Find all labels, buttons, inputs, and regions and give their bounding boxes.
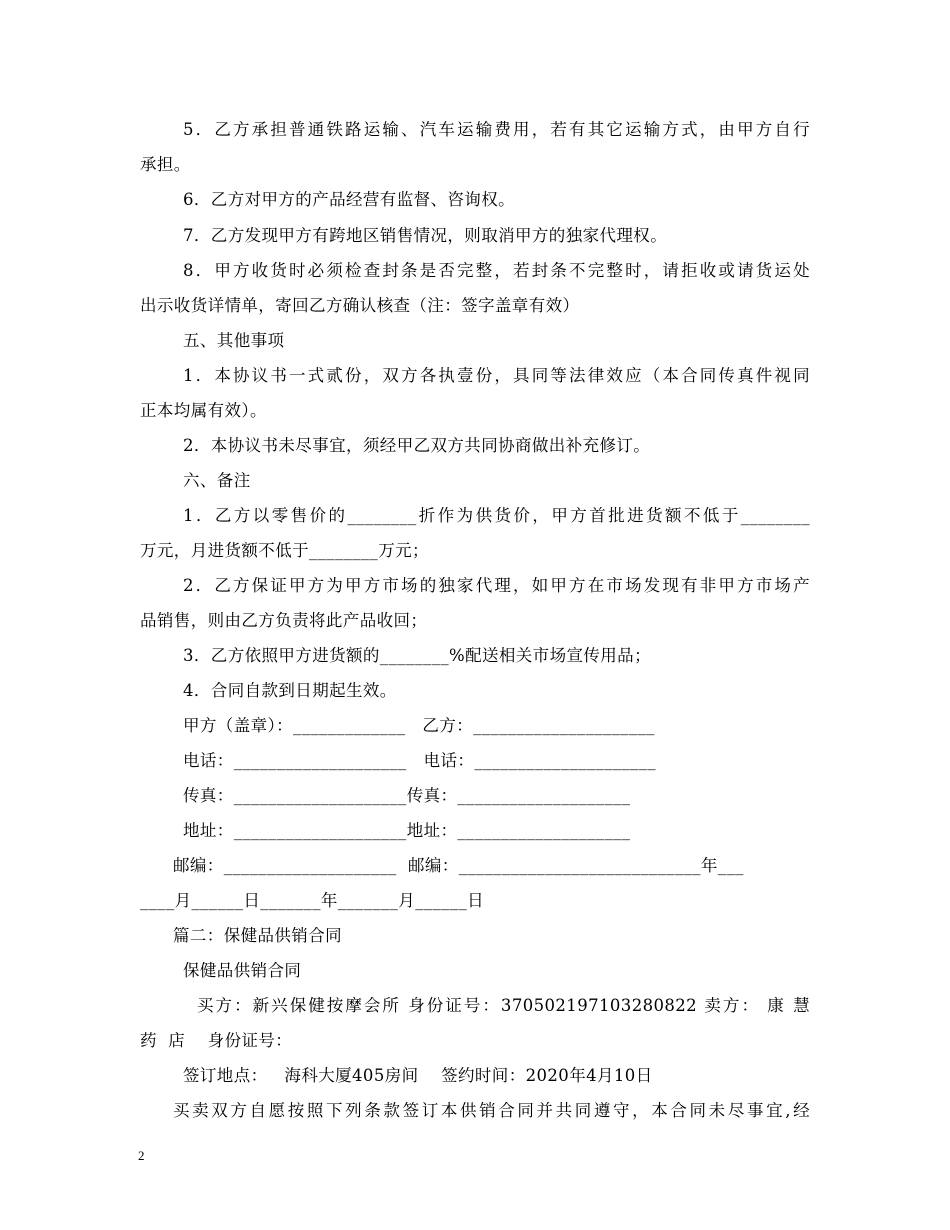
other-1-line-2: 正本均属有效）。 <box>140 401 267 420</box>
clause-8-line-1: 8．甲方收货时必须检查封条是否完整，若封条不完整时，请拒收或请货运处 <box>183 261 810 280</box>
signature-phone-row: 电话：____________________ 电话：_____________________ <box>183 751 656 770</box>
buyer-seller-line-2: 药 店 身份证号： <box>140 1031 293 1050</box>
page-number: 2 <box>138 1148 145 1163</box>
section-six-heading: 六、备注 <box>183 471 251 490</box>
signing-place-time: 签订地点： 海科大厦405房间 签约时间：2020年4月10日 <box>183 1066 653 1085</box>
clause-5-line-1: 5．乙方承担普通铁路运输、汽车运输费用，若有其它运输方式，由甲方自行 <box>183 120 810 139</box>
remark-2-line-1: 2．乙方保证甲方为甲方市场的独家代理，如甲方在市场发现有非甲方市场产 <box>183 576 810 595</box>
remark-1-line-2: 万元，月进货额不低于________万元； <box>140 541 429 560</box>
signature-fax-row: 传真：____________________传真：____________________ <box>183 786 631 805</box>
signature-address-row: 地址：____________________地址：____________________ <box>183 821 631 840</box>
signature-date-row: ____月______日_______年_______月______日 <box>140 891 484 910</box>
clause-7: 7．乙方发现甲方有跨地区销售情况，则取消甲方的独家代理权。 <box>183 226 668 245</box>
signature-party-row: 甲方（盖章）：_____________ 乙方：_____________________ <box>183 716 655 735</box>
contract-title: 保健品供销合同 <box>183 961 302 980</box>
remark-4: 4．合同自款到日期起生效。 <box>183 681 397 700</box>
section-five-heading: 五、其他事项 <box>183 331 285 350</box>
clause-5-line-2: 承担。 <box>140 155 191 174</box>
remark-2-line-2: 品销售，则由乙方负责将此产品收回； <box>140 611 428 630</box>
other-1-line-1: 1．本协议书一式贰份，双方各执壹份，具同等法律效应（本合同传真件视同 <box>183 366 810 385</box>
part-two-heading: 篇二：保健品供销合同 <box>173 926 342 945</box>
clause-8-line-2: 出示收货详情单，寄回乙方确认核查（注：签字盖章有效） <box>140 296 580 315</box>
remark-1-line-1: 1．乙方以零售价的________折作为供货价，甲方首批进货额不低于________ <box>183 506 810 525</box>
remark-3: 3．乙方依照甲方进货额的________%配送相关市场宣传用品； <box>183 646 651 665</box>
agreement-intro: 买卖双方自愿按照下列条款签订本供销合同并共同遵守，本合同未尽事宜,经 <box>173 1101 810 1120</box>
clause-6: 6．乙方对甲方的产品经营有监督、咨询权。 <box>183 190 515 209</box>
buyer-seller-line-1: 买方：新兴保健按摩会所 身份证号：370502197103280822 卖方： 康 慧 <box>197 996 810 1015</box>
other-2: 2．本协议书未尽事宜，须经甲乙双方共同协商做出补充修订。 <box>183 436 651 455</box>
signature-postcode-row: 邮编：____________________ 邮编：____________________________年___ <box>173 856 744 875</box>
